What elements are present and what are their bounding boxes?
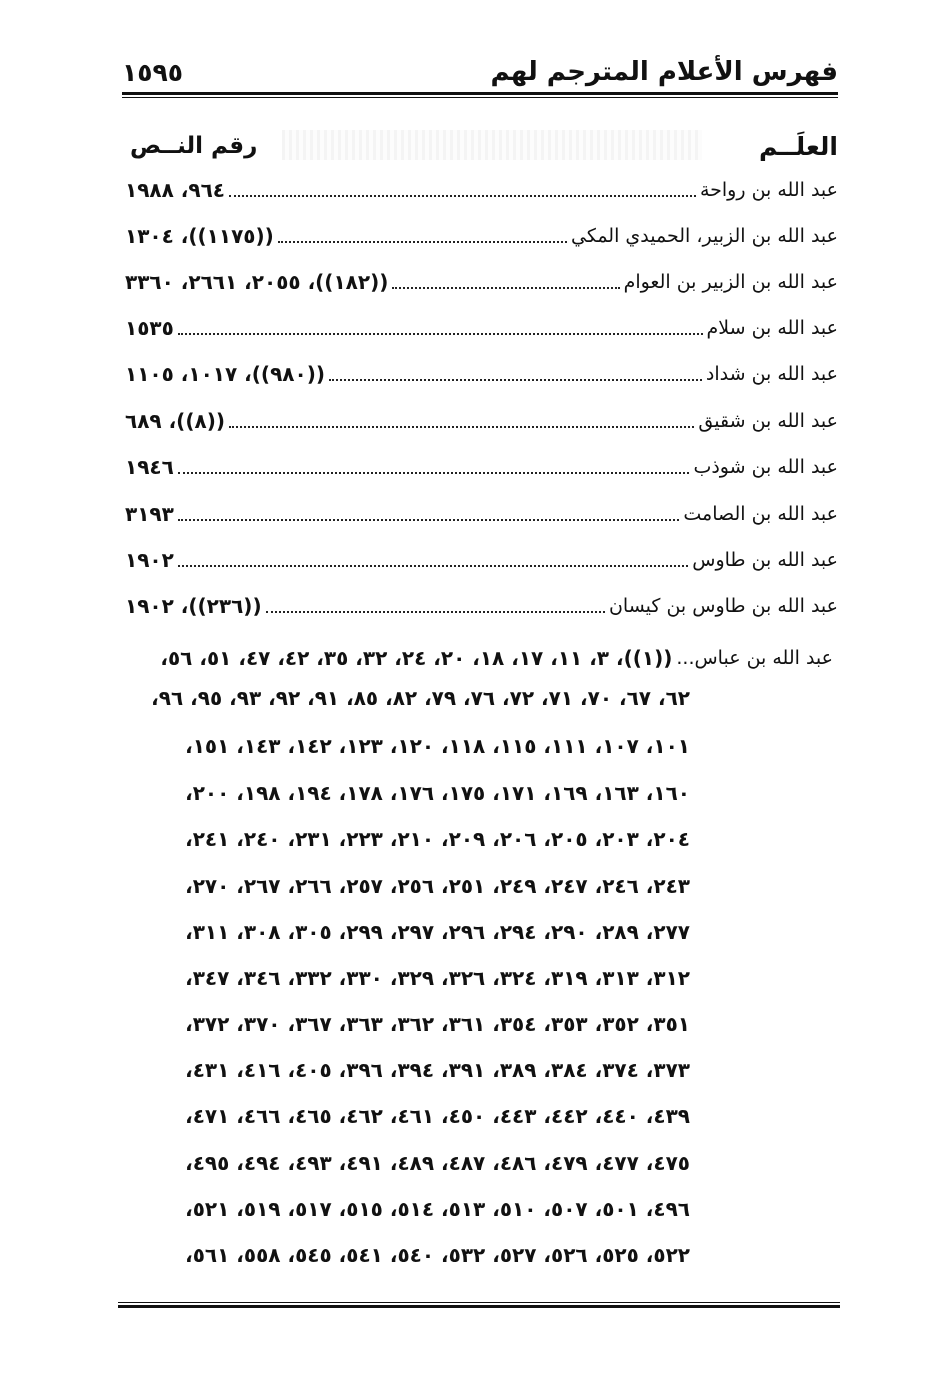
entry-name: عبد الله بن الزبير بن العوام bbox=[623, 271, 838, 293]
index-entry bbox=[125, 218, 838, 254]
entry-refs-continuation: ٢٠٤، ٢٠٣، ٢٠٥، ٢٠٦، ٢٠٩، ٢١٠، ٢٢٣، ٢٣١، ٢٤٠، ٢٤١، bbox=[185, 827, 690, 851]
entry-name: عبد الله بن شقيق bbox=[698, 410, 838, 432]
entry-refs-continuation: ١٦٠، ١٦٣، ١٦٩، ١٧١، ١٧٥، ١٧٦، ١٧٨، ١٩٤، ١٩٨، ٢٠٠، bbox=[185, 781, 690, 805]
entry-refs: ((٢٣٦))، ١٩٠٢ bbox=[125, 594, 262, 618]
page-number: ١٥٩٥ bbox=[122, 57, 184, 87]
index-entry bbox=[125, 588, 838, 624]
index-entry bbox=[125, 542, 838, 578]
index-entry-abbas bbox=[125, 640, 833, 676]
entry-name: عبد الله بن طاوس bbox=[692, 549, 838, 571]
leader-dots bbox=[278, 241, 567, 243]
leader-dots bbox=[178, 333, 703, 335]
entry-refs: ((١١٧٥))، ١٣٠٤ bbox=[125, 224, 274, 248]
leader-dots bbox=[229, 195, 696, 197]
entry-refs-continuation: ٣١٢، ٣١٣، ٣١٩، ٣٢٤، ٣٢٦، ٣٢٩، ٣٣٠، ٣٣٢، ٣٤٦، ٣٤٧، bbox=[185, 966, 690, 990]
entry-refs-continuation: ٣٥١، ٣٥٢، ٣٥٣، ٣٥٤، ٣٦١، ٣٦٢، ٣٦٣، ٣٦٧، ٣٧٠، ٣٧٢، bbox=[185, 1012, 690, 1036]
entry-name: عبد الله بن الزبير، الحميدي المكي bbox=[570, 225, 838, 247]
entry-refs-continuation: ٢٧٧، ٢٨٩، ٢٩٠، ٢٩٤، ٢٩٦، ٢٩٧، ٢٩٩، ٣٠٥، ٣٠٨، ٣١١، bbox=[185, 920, 690, 944]
index-entry bbox=[125, 310, 838, 346]
running-title: فهرس الأعلام المترجم لهم bbox=[490, 57, 838, 87]
entry-name: عبد الله بن شداد bbox=[705, 363, 838, 385]
index-entry bbox=[125, 356, 838, 392]
index-entry bbox=[125, 449, 838, 485]
entry-refs: ((١))، ٣، ١١، ١٧، ١٨، ٢٠، ٢٤، ٣٢، ٣٥، ٤٢، ٤٧، ٥١، ٥٦، bbox=[160, 646, 673, 670]
entry-name: عبد الله بن عباس... bbox=[676, 647, 833, 669]
entry-refs-continuation: ٢٤٣، ٢٤٦، ٢٤٧، ٢٤٩، ٢٥١، ٢٥٦، ٢٥٧، ٢٦٦، ٢٦٧، ٢٧٠، bbox=[185, 874, 690, 898]
entry-refs: ١٥٣٥ bbox=[125, 316, 174, 340]
entry-name: عبد الله بن شوذب bbox=[693, 456, 838, 478]
entry-refs-continuation: ٣٧٣، ٣٧٤، ٣٨٤، ٣٨٩، ٣٩١، ٣٩٤، ٣٩٦، ٤٠٥، ٤١٦، ٤٣١، bbox=[185, 1058, 690, 1082]
leader-dots bbox=[178, 472, 690, 474]
entry-name: عبد الله بن طاوس بن كيسان bbox=[608, 595, 838, 617]
entry-refs-continuation: ١٠١، ١٠٧، ١١١، ١١٥، ١١٨، ١٢٠، ١٢٣، ١٤٢، ١٤٣، ١٥١، bbox=[185, 734, 690, 758]
entry-refs: ((٩٨٠))، ١٠١٧، ١١٠٥ bbox=[125, 362, 325, 386]
entry-refs: ((١٨٢))، ٢٠٥٥، ٢٦٦١، ٣٣٦٠ bbox=[125, 270, 389, 294]
entry-refs-continuation: ٤٧٥، ٤٧٧، ٤٧٩، ٤٨٦، ٤٨٧، ٤٨٩، ٤٩١، ٤٩٣، ٤٩٤، ٤٩٥، bbox=[185, 1151, 690, 1175]
entry-name: عبد الله بن الصامت bbox=[683, 503, 838, 525]
leader-dots bbox=[229, 426, 694, 428]
index-entry bbox=[125, 264, 838, 300]
leader-dots bbox=[178, 519, 680, 521]
entry-name: عبد الله بن رواحة bbox=[699, 179, 838, 201]
entry-refs: ٣١٩٣ bbox=[125, 502, 174, 526]
index-entry bbox=[125, 172, 838, 208]
entry-refs-continuation: ٤٩٦، ٥٠١، ٥٠٧، ٥١٠، ٥١٣، ٥١٤، ٥١٥، ٥١٧، ٥١٩، ٥٢١، bbox=[185, 1197, 690, 1221]
entry-refs: ((٨))، ٦٨٩ bbox=[125, 409, 225, 433]
name-column-heading: العلَــم bbox=[759, 131, 838, 161]
index-entry bbox=[125, 403, 838, 439]
entry-refs: ١٩٠٢ bbox=[125, 548, 174, 572]
number-column-heading: رقم النــص bbox=[130, 133, 258, 159]
index-entry bbox=[125, 496, 838, 532]
footer-rule bbox=[118, 1302, 840, 1308]
leader-dots bbox=[392, 287, 619, 289]
entry-refs-continuation: ٥٢٢، ٥٢٥، ٥٢٦، ٥٢٧، ٥٣٢، ٥٤٠، ٥٤١، ٥٤٥، ٥٥٨، ٥٦١، bbox=[185, 1243, 690, 1267]
entry-refs: ٩٦٤، ١٩٨٨ bbox=[125, 178, 226, 202]
entry-name: عبد الله بن سلام bbox=[706, 317, 838, 339]
leader-dots bbox=[266, 611, 605, 613]
leader-dots bbox=[178, 565, 688, 567]
entry-refs-continuation: ٤٣٩، ٤٤٠، ٤٤٢، ٤٤٣، ٤٥٠، ٤٦١، ٤٦٢، ٤٦٥، ٤٦٦، ٤٧١، bbox=[185, 1104, 690, 1128]
leader-dots bbox=[329, 379, 702, 381]
entry-refs-continuation: ٦٢، ٦٧، ٧٠، ٧١، ٧٢، ٧٦، ٧٩، ٨٢، ٨٥، ٩١، ٩٢، ٩٣، ٩٥، ٩٦، bbox=[151, 686, 690, 710]
entry-refs: ١٩٤٦ bbox=[125, 455, 174, 479]
